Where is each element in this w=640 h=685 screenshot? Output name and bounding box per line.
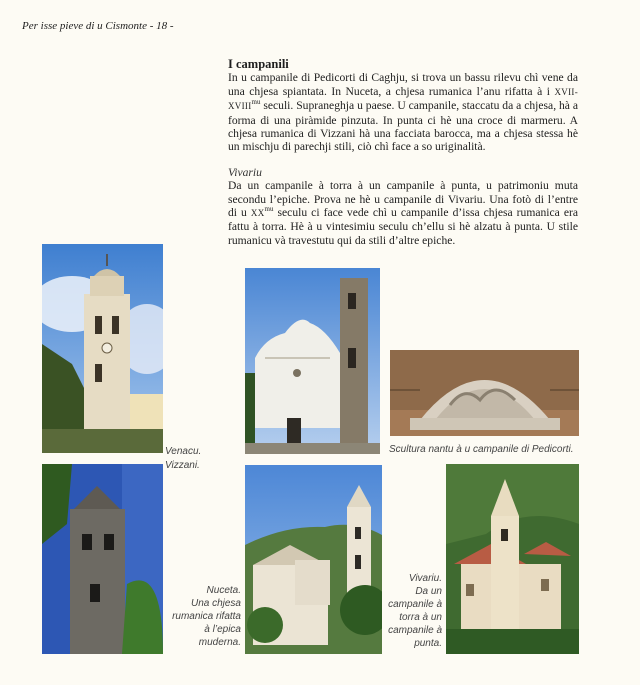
paragraph-part: seculi. Supraneghja u paese. U campanile, staccatu da a chjesa, hà a forma di una piràmide pinzuta. In punta ci hè una croce di marmeru. A chjesa rumanica di Vizzani hà una facciata barocca, ma a chjesa stessa hè un mischju di parechji stili, ciò chì face a so uriginalità.	[228, 99, 578, 154]
paragraph-campanili	[228, 71, 578, 153]
century-suffix: mu	[264, 205, 274, 214]
paragraph-part: Da un campanile à torra à un campanile à punta, u patrimoniu muta secondu l’epiche. Prova ne hè u campanile di Vivariu. Una fotò di l’entre di u	[228, 179, 578, 220]
article-text	[228, 58, 578, 247]
century-suffix: mu	[251, 98, 261, 107]
century-numeral: XX	[250, 208, 265, 219]
caption-line: à l’epica	[204, 624, 241, 635]
caption-line: campanile à	[388, 599, 442, 610]
paragraph-vivariu	[228, 179, 578, 247]
caption-vivariu	[384, 572, 442, 650]
running-header: Per isse pieve di u Cismonte - 18 -	[22, 20, 174, 32]
caption-venacu: Venacu.	[165, 446, 202, 457]
caption-line: muderna.	[198, 637, 241, 648]
subsection-title: Vivariu	[228, 165, 262, 179]
paragraph-part: In u campanile di Pedicorti di Caghju, si trova un bassu rilevu chì vene da una chjesa spiantata. In Nuceta, a chjesa rumanica l’anu rifatta à i	[228, 71, 578, 98]
photo-vizzani-church	[245, 268, 380, 454]
caption-line: campanile à	[388, 625, 442, 636]
caption-nuceta	[165, 584, 241, 649]
photo-venacu-bell-tower	[42, 244, 163, 453]
photo-vivariu-church	[446, 464, 579, 654]
caption-vizzani: Vizzani.	[165, 460, 200, 471]
caption-line: punta.	[414, 638, 442, 649]
caption-line: Nuceta.	[206, 585, 241, 596]
caption-line: Una chjesa	[190, 598, 241, 609]
caption-line: Vivariu.	[408, 573, 442, 584]
photo-tower-vizzani	[42, 464, 163, 654]
paragraph-part: seculu ci face vede chì u campanile d’issa chjesa rumanica era fattu à torra. Hè à u vintesimiu seculu ch’ellu si hè alzatu à punta. U stile rumanicu và travestutu qui da stili d’altre epiche.	[228, 206, 578, 247]
caption-sculpture: Scultura nantu à u campanile di Pedicorti.	[389, 444, 574, 455]
section-title: I campanili	[228, 57, 289, 71]
century-numeral: XVII-XVIII	[228, 86, 578, 112]
photo-pedicorti-sculpture	[390, 350, 579, 436]
caption-line: rumanica rifatta	[172, 611, 241, 622]
photo-nuceta-church	[245, 465, 382, 654]
caption-line: torra à un	[399, 612, 442, 623]
caption-line: Da un	[415, 586, 442, 597]
